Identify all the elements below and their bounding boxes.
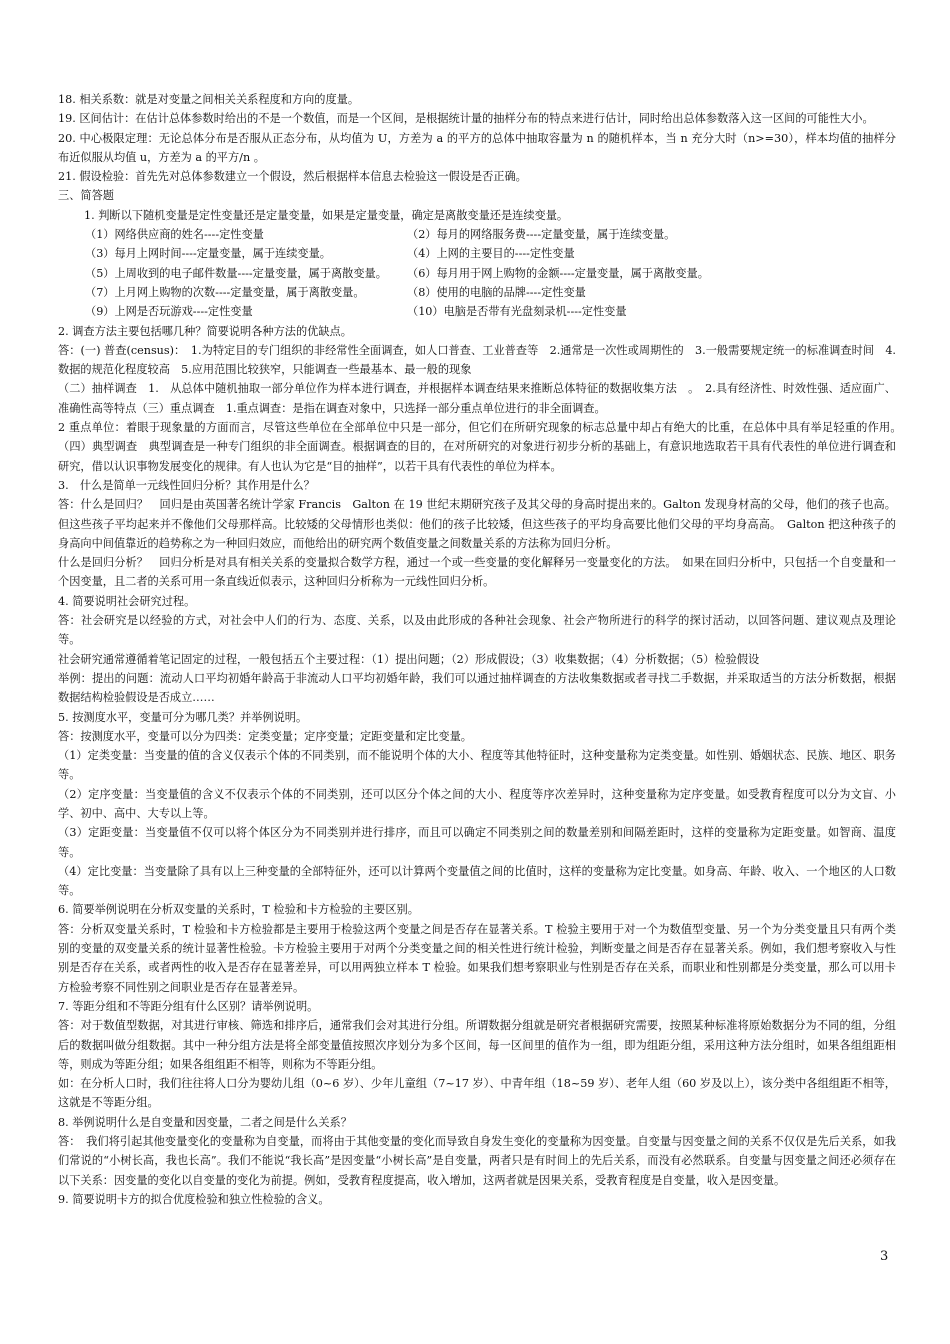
answer-paragraph: 2 重点单位：着眼于现象量的方面而言，尽管这些单位在全部单位中只是一部分，但它们在所研究现象的标志总量中却占有绝大的比重，在总体中具有举足轻重的作用。 （四）典型调查 典型调查是一种专门组织的非全面调查。根据调查的目的，在对所研究的对象进行初步分析的基础上，有意识地选取若干具有代表性的单位进行调查和研究，借以认识事物发展变化的规律。有人也认为它是“目的抽样”，以若干具有代表性的单位为样本。 [58, 421, 908, 473]
answer-paragraph: （二）抽样调查 1. 从总体中随机抽取一部分单位作为样本进行调查，并根据样本调查结果来推断总体特征的数据收集方法 。 2.具有经济性、时效性强、适应面广、准确性高等特点（三）重点调查 1.重点调查：是指在调查对象中，只选择一部分重点单位进行的非全面调查。 [58, 382, 896, 415]
answer-paragraph: （4）定比变量：当变量除了具有以上三种变量的全部特征外，还可以计算两个变量值之间的比值时，这样的变量称为定比变量。如身高、年龄、收入、一个地区的人口数等。 [58, 864, 896, 898]
question-6-title: 6. 简要举例说明在分析双变量的关系时，T 检验和卡方检验的主要区别。 [58, 903, 419, 917]
answer-paragraph: 社会研究通常遵循着笔记固定的过程，一般包括五个主要过程：（1）提出问题；（2）形成假设；（3）收集数据；（4）分析数据；（5）检验假设 [58, 652, 760, 666]
q1-item: （6）每月用于网上购物的金额----定量变量，属于离散变量。 [407, 266, 709, 280]
question-9-title: 9. 简要说明卡方的拟合优度检验和独立性检验的含义。 [58, 1192, 330, 1206]
q1-item: （9）上网是否玩游戏----定性变量 [85, 305, 253, 319]
answer-paragraph: 答：社会研究是以经验的方式，对社会中人们的行为、态度、关系，以及由此形成的各种社会现象、社会产物所进行的科学的探讨活动，以回答问题、建议观点及理论等。 [58, 614, 896, 647]
question-4-title: 4. 简要说明社会研究过程。 [58, 594, 196, 608]
q1-item: （1）网络供应商的姓名----定性变量 [85, 228, 264, 242]
question-3-title: 3. 什么是简单一元线性回归分析？其作用是什么？ [58, 478, 315, 492]
answer-paragraph: 答：按测度水平，变量可以分为四类：定类变量；定序变量；定距变量和定比变量。 [58, 729, 472, 743]
q1-item: （8）使用的电脑的品牌----定性变量 [407, 285, 586, 299]
answer-paragraph: 答： 我们将引起其他变量变化的变量称为自变量，而将由于其他变量的变化而导致自身发生变化的变量称为因变量。自变量与因变量之间的关系不仅仅是先后关系，如我们常说的“小树长高，我也长高”。我们不能说“我长高”是因变量“小树长高”是自变量，两者只是有时间上的先后关系，而没有必然联系。自变量与因变量之间还必须存在以下关系：因变量的变化以自变量的变化为前提。例如，受教育程度提高，收入增加，这两者就是因果关系，受教育程度是自变量，收入是因变量。 [58, 1135, 896, 1187]
answer-paragraph: 举例：提出的问题：流动人口平均初婚年龄高于非流动人口平均初婚年龄，我们可以通过抽样调查的方法收集数据或者寻找二手数据，并采取适当的方法分析数据，根据数据结构检验假设是否成立…… [58, 671, 896, 705]
q1-item: （3）每月上网时间----定量变量，属于连续变量。 [85, 247, 331, 261]
definition-18: 18. 相关系数：就是对变量之间相关关系程度和方向的度量。 [58, 93, 360, 106]
q1-item: （10）电脑是否带有光盘刻录机----定性变量 [407, 305, 627, 319]
answer-paragraph: （3）定距变量：当变量值不仅可以将个体区分为不同类别并进行排序，而且可以确定不同类别之间的数量差别和间隔差距时，这样的变量称为定距变量。如智商、温度等。 [58, 826, 896, 859]
answer-paragraph: 答：(一) 普查(census)： 1.为特定目的专门组织的非经常性全面调查，如人口普查、工业普查等 2.通常是一次性或周期性的 3.一般需要规定统一的标准调查时间 4.数据的规范化程度较高 5.应用范围比较狭窄，只能调查一些最基本、最一般的现象 [58, 343, 896, 377]
answer-paragraph: 答：对于数值型数据，对其进行审核、筛选和排序后，通常我们会对其进行分组。所谓数据分组就是研究者根据研究需要，按照某种标准将原始数据分为不同的组，分组后的数据叫做分组数据。其中一种分组方法是将全部变量值按照次序划分为多个区间，每一区间里的值作为一组，即为组距分组，采用这种方法分组时，如果各组组距相等，则成为等距分组；如果各组组距不相等，则称为不等距分组。 [58, 1019, 896, 1071]
question-1-title: 1. 判断以下随机变量是定性变量还是定量变量，如果是定量变量，确定是离散变量还是连续变量。 [84, 208, 569, 222]
question-1-answer-grid [58, 225, 896, 321]
answer-paragraph: （1）定类变量：当变量的值的含义仅表示个体的不同类别，而不能说明个体的大小、程度等其他特征时，这种变量称为定类变量。如性别、婚姻状态、民族、地区、职务等。 [58, 749, 896, 782]
page-number: 3 [880, 1249, 889, 1264]
definition-20: 20. 中心极限定理：无论总体分布是否服从正态分布，从均值为 U，方差为 a 的平方的总体中抽取容量为 n 的随机样本，当 n 充分大时（n>=30），样本均值的抽样分布近似服从均值 u，方差为 a 的平方/n 。 [58, 131, 896, 164]
q1-item: （2）每月的网络服务费----定量变量，属于连续变量。 [407, 228, 676, 242]
document-body [58, 90, 908, 1209]
definition-19: 19. 区间估计：在估计总体参数时给出的不是一个数值，而是一个区间，是根据统计量的抽样分布的特点来进行估计，同时给出总体参数落入这一区间的可能性大小。 [58, 112, 874, 126]
answer-paragraph: 答：什么是回归？ 回归是由英国著名统计学家 Francis Galton 在 19 世纪末期研究孩子及其父母的身高时提出来的。Galton 发现身材高的父母，他们的孩子也高。但这些孩子平均起来并不像他们父母那样高。比较矮的父母情形也类似：他们的孩子比较矮，但这些孩子的平均身高要比他们父母的平均身高高。 Galton 把这种孩子的身高向中间值靠近的趋势称之为一种回归效应，而他给出的研究两个数值变量之间数量关系的方法称为回归分析。 [58, 498, 896, 550]
answer-paragraph: 什么是回归分析？ 回归分析是对具有相关关系的变量拟合数学方程，通过一个或一些变量的变化解释另一变量变化的方法。 如果在回归分析中，只包括一个自变量和一个因变量，且二者的关系可用一条直线近似表示，这种回归分析称为一元线性回归分析。 [58, 556, 896, 589]
question-5-title: 5. 按测度水平，变量可分为哪几类？并举例说明。 [58, 710, 308, 724]
question-7-title: 7. 等距分组和不等距分组有什么区别？请举例说明。 [58, 999, 319, 1013]
definition-21: 21. 假设检验：首先先对总体参数建立一个假设，然后根据样本信息去检验这一假设是否正确。 [58, 170, 527, 184]
question-8-title: 8. 举例说明什么是自变量和因变量，二者之间是什么关系？ [58, 1115, 352, 1129]
answer-paragraph: 答：分析双变量关系时，T 检验和卡方检验都是主要用于检验这两个变量之间是否存在显著关系。T 检验主要用于对一个为数值型变量、另一个为分类变量且只有两个类别的变量的双变量关系的统计显著性检验。卡方检验主要用于对两个分类变量之间的相关性进行统计检验，判断变量之间是否存在显著关系。例如，我们想考察收入与性别是否存在关系，或者两性的收入是否存在显著差异，可以用两独立样本 T 检验。如果我们想考察职业与性别是否存在关系，而职业和性别都是分类变量，那么可以用卡方检验考察不同性别之间职业是否存在显著差异。 [58, 922, 896, 994]
answer-paragraph: （2）定序变量：当变量值的含义不仅表示个体的不同类别，还可以区分个体之间的大小、程度等序次差异时，这种变量称为定序变量。如受教育程度可以分为文盲、小学、初中、高中、大专以上等。 [58, 787, 896, 820]
answer-paragraph: 如：在分析人口时，我们往往将人口分为婴幼儿组（0~6 岁）、少年儿童组（7~17 岁）、中青年组（18~59 岁）、老年人组（60 岁及以上），该分类中各组组距不相等，这就是不等距分组。 [58, 1077, 896, 1110]
q1-item: （7）上月网上购物的次数----定量变量，属于离散变量。 [85, 285, 365, 299]
q1-item: （5）上周收到的电子邮件数量----定量变量，属于离散变量。 [85, 266, 387, 280]
question-2-title: 2. 调查方法主要包括哪几种？简要说明各种方法的优缺点。 [58, 324, 352, 338]
section-title: 三、简答题 [58, 189, 114, 203]
q1-item: （4）上网的主要目的----定性变量 [407, 247, 575, 261]
